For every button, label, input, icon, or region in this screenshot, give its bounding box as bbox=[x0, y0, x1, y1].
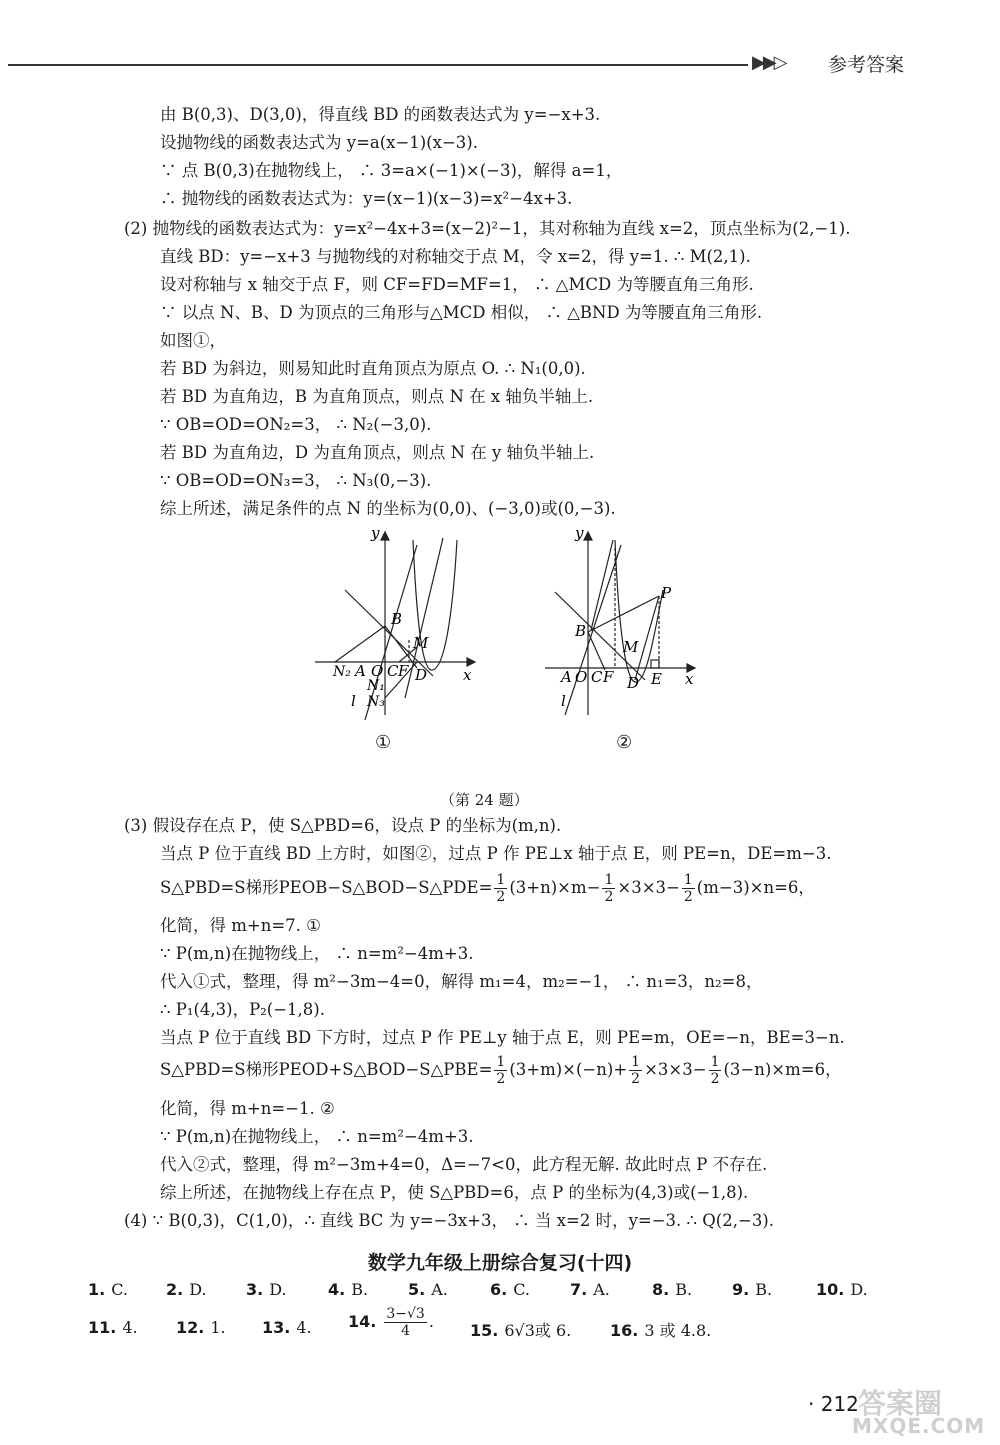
answer-3: 3. D. bbox=[246, 1280, 287, 1299]
text-line: 直线 BD：y=−x+3 与抛物线的对称轴交于点 M，令 x=2，得 y=1. ∴ M(2,1). bbox=[160, 247, 751, 266]
line-n2b bbox=[335, 626, 385, 662]
label-b: B bbox=[575, 622, 587, 640]
text-line: 若 BD 为直角边，D 为直角顶点，则点 N 在 y 轴负半轴上. bbox=[160, 443, 595, 462]
x-axis-arrow bbox=[467, 658, 475, 666]
answer-7: 7. A. bbox=[570, 1280, 610, 1299]
label-m: M bbox=[413, 634, 429, 652]
page-number: · 212 bbox=[808, 1392, 859, 1416]
label-y: y bbox=[575, 524, 584, 542]
right-angle-mark bbox=[651, 660, 659, 668]
fraction-answer-14: $\frac{3-√3}{4}$ bbox=[386, 1306, 425, 1339]
label-n1: N₁ bbox=[367, 678, 385, 694]
figure-caption: （第 24 题） bbox=[440, 791, 529, 809]
answer-1: 1. C. bbox=[88, 1280, 128, 1299]
answer-15: 15. 6√3或 6. bbox=[470, 1321, 572, 1340]
fraction-half: $\frac{1}{2}$ bbox=[710, 1054, 720, 1087]
figure-2-label: ② bbox=[616, 732, 633, 753]
formula-line bbox=[160, 872, 815, 905]
figure-2 bbox=[535, 520, 705, 730]
answer-9: 9. B. bbox=[732, 1280, 773, 1299]
answer-11: 11. 4. bbox=[88, 1318, 138, 1337]
label-f: F bbox=[398, 662, 409, 680]
figure-1-label: ① bbox=[375, 732, 392, 753]
text-line: 代入①式，整理，得 m²−3m−4=0，解得 m₁=4，m₂=−1， ∴ n₁=3，n₂=8， bbox=[160, 972, 763, 991]
parabola bbox=[615, 540, 663, 682]
line-bd bbox=[555, 592, 645, 680]
formula-part: ×3×3− bbox=[617, 878, 680, 897]
label-x: x bbox=[463, 666, 472, 684]
fraction-half: $\frac{1}{2}$ bbox=[631, 1054, 641, 1087]
label-b: B bbox=[391, 610, 403, 628]
text-line: 化简，得 m+n=−1. ② bbox=[160, 1099, 335, 1118]
text-line: ∴ P₁(4,3)，P₂(−1,8). bbox=[160, 1000, 325, 1019]
text-line: (2) 抛物线的函数表达式为：y=x²−4x+3=(x−2)²−1，其对称轴为直线 x=2，顶点坐标为(2,−1). bbox=[124, 219, 851, 238]
label-n2: N₂ bbox=[333, 664, 351, 680]
label-n3: N₃ bbox=[367, 694, 385, 710]
figure-1 bbox=[305, 520, 485, 730]
answer-10: 10. D. bbox=[816, 1280, 868, 1299]
label-d: D bbox=[627, 674, 640, 692]
formula-line bbox=[160, 1054, 842, 1087]
formula-part: (3−n)×m=6， bbox=[723, 1060, 842, 1079]
answer-13: 13. 4. bbox=[262, 1318, 312, 1337]
watermark-url: MXQE.COM bbox=[852, 1414, 986, 1438]
header-arrows-icon: ▶▶▷ bbox=[752, 52, 785, 73]
y-axis-arrow bbox=[381, 532, 389, 540]
formula-part: (3+m)×(−n)+ bbox=[509, 1060, 628, 1079]
text-line: 若 BD 为直角边，B 为直角顶点，则点 N 在 x 轴负半轴上. bbox=[160, 387, 594, 406]
formula-part: ×3×3− bbox=[644, 1060, 707, 1079]
answer-16: 16. 3 或 4.8. bbox=[610, 1321, 712, 1340]
formula-part: S△PBD=S梯形PEOB−S△BOD−S△PDE= bbox=[160, 878, 493, 897]
label-a: A bbox=[355, 662, 366, 680]
label-d: D bbox=[415, 666, 428, 684]
fraction-half: $\frac{1}{2}$ bbox=[496, 872, 506, 905]
label-c: C bbox=[387, 662, 399, 680]
fraction-half: $\frac{1}{2}$ bbox=[683, 872, 693, 905]
line-steep bbox=[591, 540, 613, 630]
text-line: 综上所述，在抛物线上存在点 P，使 S△PBD=6，点 P 的坐标为(4,3)或(−1,8). bbox=[160, 1183, 749, 1202]
label-l: l bbox=[351, 692, 356, 710]
label-e: E bbox=[651, 670, 662, 688]
label-l: l bbox=[561, 692, 566, 710]
text-line: ∵ 点 B(0,3)在抛物线上， ∴ 3=a×(−1)×(−3)，解得 a=1， bbox=[160, 161, 623, 180]
formula-part: S△PBD=S梯形PEOD+S△BOD−S△PBE= bbox=[160, 1060, 493, 1079]
formula-part: (m−3)×n=6， bbox=[696, 878, 815, 897]
watermark-logo: 答案圈 bbox=[858, 1387, 943, 1420]
text-line: (4) ∵ B(0,3)，C(1,0)，∴ 直线 BC 为 y=−3x+3， ∴ 当 x=2 时，y=−3. ∴ Q(2,−3). bbox=[124, 1211, 774, 1230]
header-rule bbox=[8, 64, 748, 66]
answer-8: 8. B. bbox=[652, 1280, 693, 1299]
answer-4: 4. B. bbox=[328, 1280, 369, 1299]
text-line: ∵ P(m,n)在抛物线上， ∴ n=m²−4m+3. bbox=[160, 944, 474, 963]
text-line: ∵ OB=OD=ON₂=3， ∴ N₂(−3,0). bbox=[160, 415, 432, 434]
text-line: ∵ OB=OD=ON₃=3， ∴ N₃(0,−3). bbox=[160, 471, 432, 490]
label-x: x bbox=[685, 670, 694, 688]
formula-part: (3+n)×m− bbox=[509, 878, 601, 897]
label-f: F bbox=[603, 668, 614, 686]
label-a: A bbox=[561, 668, 572, 686]
text-line: ∵ P(m,n)在抛物线上， ∴ n=m²−4m+3. bbox=[160, 1127, 474, 1146]
answer-6: 6. C. bbox=[490, 1280, 530, 1299]
label-p: P bbox=[661, 584, 672, 602]
text-line: ∴ 抛物线的函数表达式为：y=(x−1)(x−3)=x²−4x+3. bbox=[160, 189, 573, 208]
text-line: 由 B(0,3)、D(3,0)，得直线 BD 的函数表达式为 y=−x+3. bbox=[160, 105, 601, 124]
text-line: 若 BD 为斜边，则易知此时直角顶点为原点 O. ∴ N₁(0,0). bbox=[160, 359, 586, 378]
label-m: M bbox=[623, 638, 639, 656]
header-title: 参考答案 bbox=[828, 54, 905, 76]
fraction-half: $\frac{1}{2}$ bbox=[604, 872, 614, 905]
text-line: 当点 P 位于直线 BD 下方时，过点 P 作 PE⊥y 轴于点 E，则 PE=m，OE=−n，BE=3−n. bbox=[160, 1028, 845, 1047]
answer-2: 2. D. bbox=[166, 1280, 207, 1299]
text-line: ∵ 以点 N、B、D 为顶点的三角形与△MCD 相似， ∴ △BND 为等腰直角三角形. bbox=[160, 303, 763, 322]
section-title: 数学九年级上册综合复习(十四) bbox=[367, 1252, 633, 1274]
text-line: (3) 假设存在点 P，使 S△PBD=6，设点 P 的坐标为(m,n). bbox=[124, 816, 562, 835]
label-c: C bbox=[591, 668, 603, 686]
text-line: 化简，得 m+n=7. ① bbox=[160, 916, 321, 935]
text-line: 如图①， bbox=[160, 331, 226, 350]
text-line: 设对称轴与 x 轴交于点 F，则 CF=FD=MF=1， ∴ △MCD 为等腰直角三角形. bbox=[160, 275, 754, 294]
answer-5: 5. A. bbox=[408, 1280, 448, 1299]
label-o: O bbox=[575, 668, 588, 686]
text-line: 综上所述，满足条件的点 N 的坐标为(0,0)、(−3,0)或(0,−3). bbox=[160, 499, 616, 518]
fraction-half: $\frac{1}{2}$ bbox=[496, 1054, 506, 1087]
text-line: 当点 P 位于直线 BD 上方时，如图②，过点 P 作 PE⊥x 轴于点 E，则 PE=n，DE=m−3. bbox=[160, 844, 832, 863]
label-o: O bbox=[371, 662, 384, 680]
answer-12: 12. 1. bbox=[176, 1318, 226, 1337]
text-line: 设抛物线的函数表达式为 y=a(x−1)(x−3). bbox=[160, 133, 478, 152]
y-axis-arrow bbox=[584, 532, 592, 540]
text-line: 代入②式，整理，得 m²−3m+4=0，Δ=−7<0，此方程无解. 故此时点 P 不存在. bbox=[160, 1155, 768, 1174]
label-y: y bbox=[371, 524, 380, 542]
answer-14: 14. $\frac{3-√3}{4}$ . bbox=[348, 1306, 434, 1339]
